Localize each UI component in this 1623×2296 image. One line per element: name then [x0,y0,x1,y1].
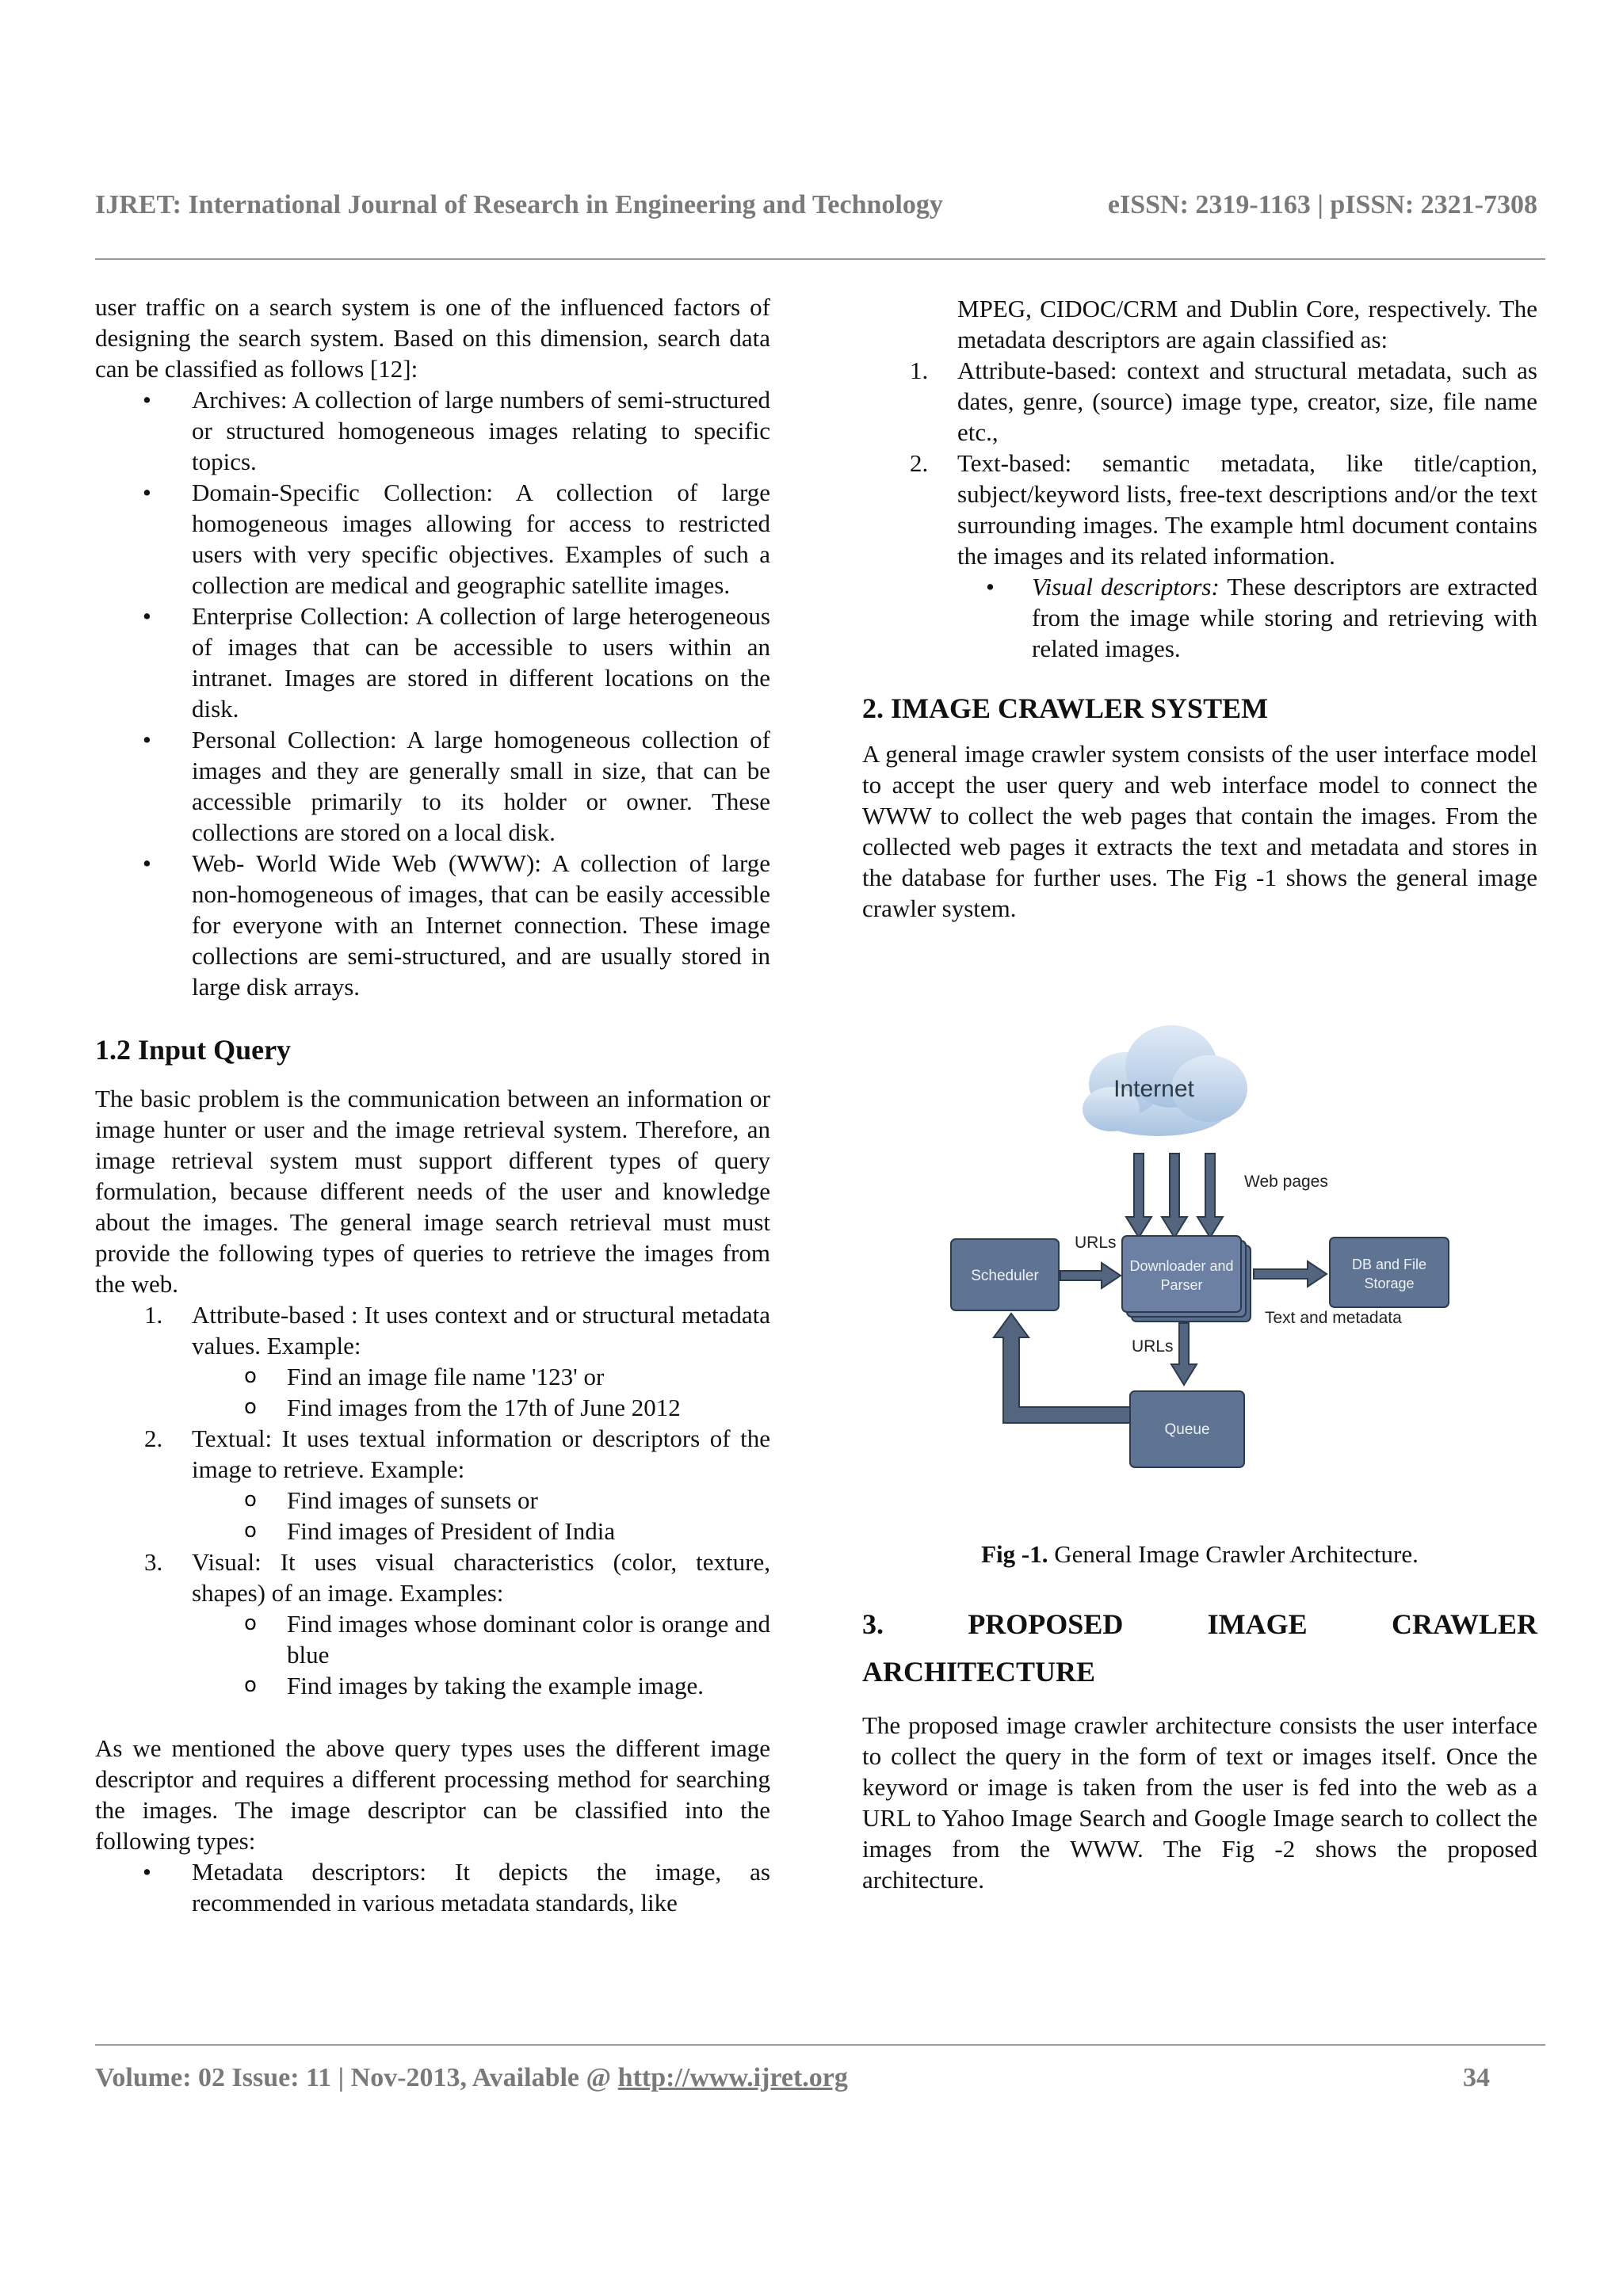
queue-label: Queue [1164,1421,1210,1438]
list-item: o Find images of President of India [244,1517,616,1545]
list-item: 1. Attribute-based: context and structural metadata, such as dates, genre, (source) image type, creator, size, file name etc., [910,357,1537,446]
query-type-list [95,1547,770,1608]
db-label-line1: DB and File [1351,1257,1427,1272]
descriptor-list [95,1856,770,1918]
figure-caption [862,1539,1537,1570]
scheduler-label: Scheduler [971,1268,1039,1284]
descriptor-paragraph: As we mentioned the above query types uses the different image descriptor and requires a different processing method for searching the images. The image descriptor can be classified into the following types: [95,1734,770,1855]
header-rule [95,258,1545,260]
section-3-heading-line2: ARCHITECTURE [862,1656,1096,1688]
downloader-label-line1: Downloader and [1129,1258,1234,1274]
section-3-heading: 3. PROPOSED IMAGE CRAWLER [862,1608,1537,1640]
section-3 [862,1600,1537,1895]
internet-label: Internet [1113,1076,1194,1102]
db-storage-box [1330,1238,1449,1307]
list-item: o Find an image file name '123' or [244,1363,605,1390]
intro-paragraph: user traffic on a search system is one of the influenced factors of designing the search system. Based on this dimension, search data can be classified as follows [12]: [95,293,770,383]
list-item: • Metadata descriptors: It depicts the image, as recommended in various metadata standards, like [143,1858,770,1917]
running-footer [95,2063,1490,2093]
urls-top-label: URLs [1075,1234,1117,1252]
volume-info: Volume: 02 Issue: 11 | Nov-2013, Available @ [95,2063,618,2092]
crawler-architecture-figure [935,1006,1474,1513]
downloader-to-queue-arrow [1171,1323,1197,1385]
example-list [95,1361,770,1423]
query-type-list [95,1299,770,1361]
section-2-heading: 2. IMAGE CRAWLER SYSTEM [862,692,1269,724]
collection-list [95,384,770,1002]
query-type-list [95,1423,770,1485]
text-metadata-label: Text and metadata [1265,1309,1402,1327]
downloader-label-line2: Parser [1160,1277,1203,1293]
input-query-paragraph: The basic problem is the communication between an information or image hunter or user and the image retrieval system. Therefore, an image retrieval system must support different types of query formulation, because different needs of the user and knowledge about the images. The general image search retrieval must must provide the following types of queries to retrieve the images from the web. [95,1085,770,1298]
list-item: o Find images by taking the example image. [244,1672,705,1699]
list-item: • Enterprise Collection: A collection of large heterogeneous of images that can be accessible to users within an intranet. Images are stored in different locations on the disk. [143,602,770,723]
section-2-paragraph: A general image crawler system consists of the user interface model to accept the user query and web interface model to connect the WWW to collect the web pages that contain the images. From the collected web pages it extracts the text and metadata and stores in the database for further uses. The Fig -1 shows the general image crawler system. [862,740,1537,922]
urls-bottom-label: URLs [1132,1337,1174,1356]
web-pages-arrows [1126,1154,1223,1238]
page-number: 34 [1463,2063,1490,2092]
continued-paragraph: MPEG, CIDOC/CRM and Dublin Core, respectively. The metadata descriptors are again classified as: [957,295,1537,353]
db-label-line2: Storage [1364,1276,1415,1291]
list-item: • Visual descriptors: These descriptors are extracted from the image while storing and retrieving with related images. [986,573,1538,662]
list-item: o Find images of sunsets or [244,1486,538,1514]
metadata-type-list [862,355,1537,571]
right-column [862,293,1537,924]
figure-caption-text: General Image Crawler Architecture. [1048,1540,1419,1568]
list-item: 2. Textual: It uses textual information or descriptors of the image to retrieve. Example: [144,1425,770,1483]
list-item: • Domain-Specific Collection: A collection of large homogeneous images allowing for access to restricted users with very specific objectives. Examples of such a collection are medical and geographic satellite images. [143,479,770,599]
journal-title: IJRET: International Journal of Research in Engineering and Technology [95,190,943,219]
queue-to-scheduler-arrow [994,1314,1130,1423]
list-item: • Web- World Wide Web (WWW): A collection of large non-homogeneous of images, that can be easily accessible for everyone with an Internet connection. These image collections are semi-structured, and are usually stored in large disk arrays. [143,849,770,1001]
list-item: 3. Visual: It uses visual characteristics (color, texture, shapes) of an image. Examples: [144,1548,770,1607]
example-list [95,1485,770,1547]
list-item: • Archives: A collection of large numbers of semi-structured or structured homogeneous images relating to specific topics. [143,386,770,475]
list-item: 1. Attribute-based : It uses context and or structural metadata values. Example: [144,1301,770,1360]
list-item: • Personal Collection: A large homogeneous collection of images and they are generally small in size, that can be accessible primarily to its holder or owner. These collections are stored on a local disk. [143,726,770,846]
example-list [95,1608,770,1701]
issn: eISSN: 2319-1163 | pISSN: 2321-7308 [1107,190,1537,219]
downloader-to-db-arrow [1254,1261,1327,1287]
list-item: o Find images whose dominant color is orange and blue [244,1610,770,1669]
scheduler-to-downloader-arrow [1060,1263,1121,1288]
list-item: 2. Text-based: semantic metadata, like title/caption, subject/keyword lists, free-text descriptions and/or the text surrounding images. The example html document contains the images and its related information. [910,449,1537,570]
visual-descriptor-term: Visual descriptors: [1032,573,1220,601]
left-column [95,292,770,1918]
journal-link[interactable]: http://www.ijret.org [617,2063,848,2092]
list-item: o Find images from the 17th of June 2012 [244,1394,681,1421]
running-header [95,190,1537,220]
input-query-heading: 1.2 Input Query [95,1034,292,1066]
web-pages-label: Web pages [1244,1173,1328,1191]
figure-caption-label: Fig -1. [981,1540,1048,1568]
visual-descriptor-list [862,571,1537,664]
section-3-paragraph: The proposed image crawler architecture consists the user interface to collect the query in the form of text or images itself. Once the keyword or image is taken from the user is fed into the web as a URL to Yahoo Image Search and Google Image search to collect the images from the WWW. The Fig -2 shows the proposed architecture. [862,1711,1537,1894]
footer-rule [95,2044,1545,2046]
